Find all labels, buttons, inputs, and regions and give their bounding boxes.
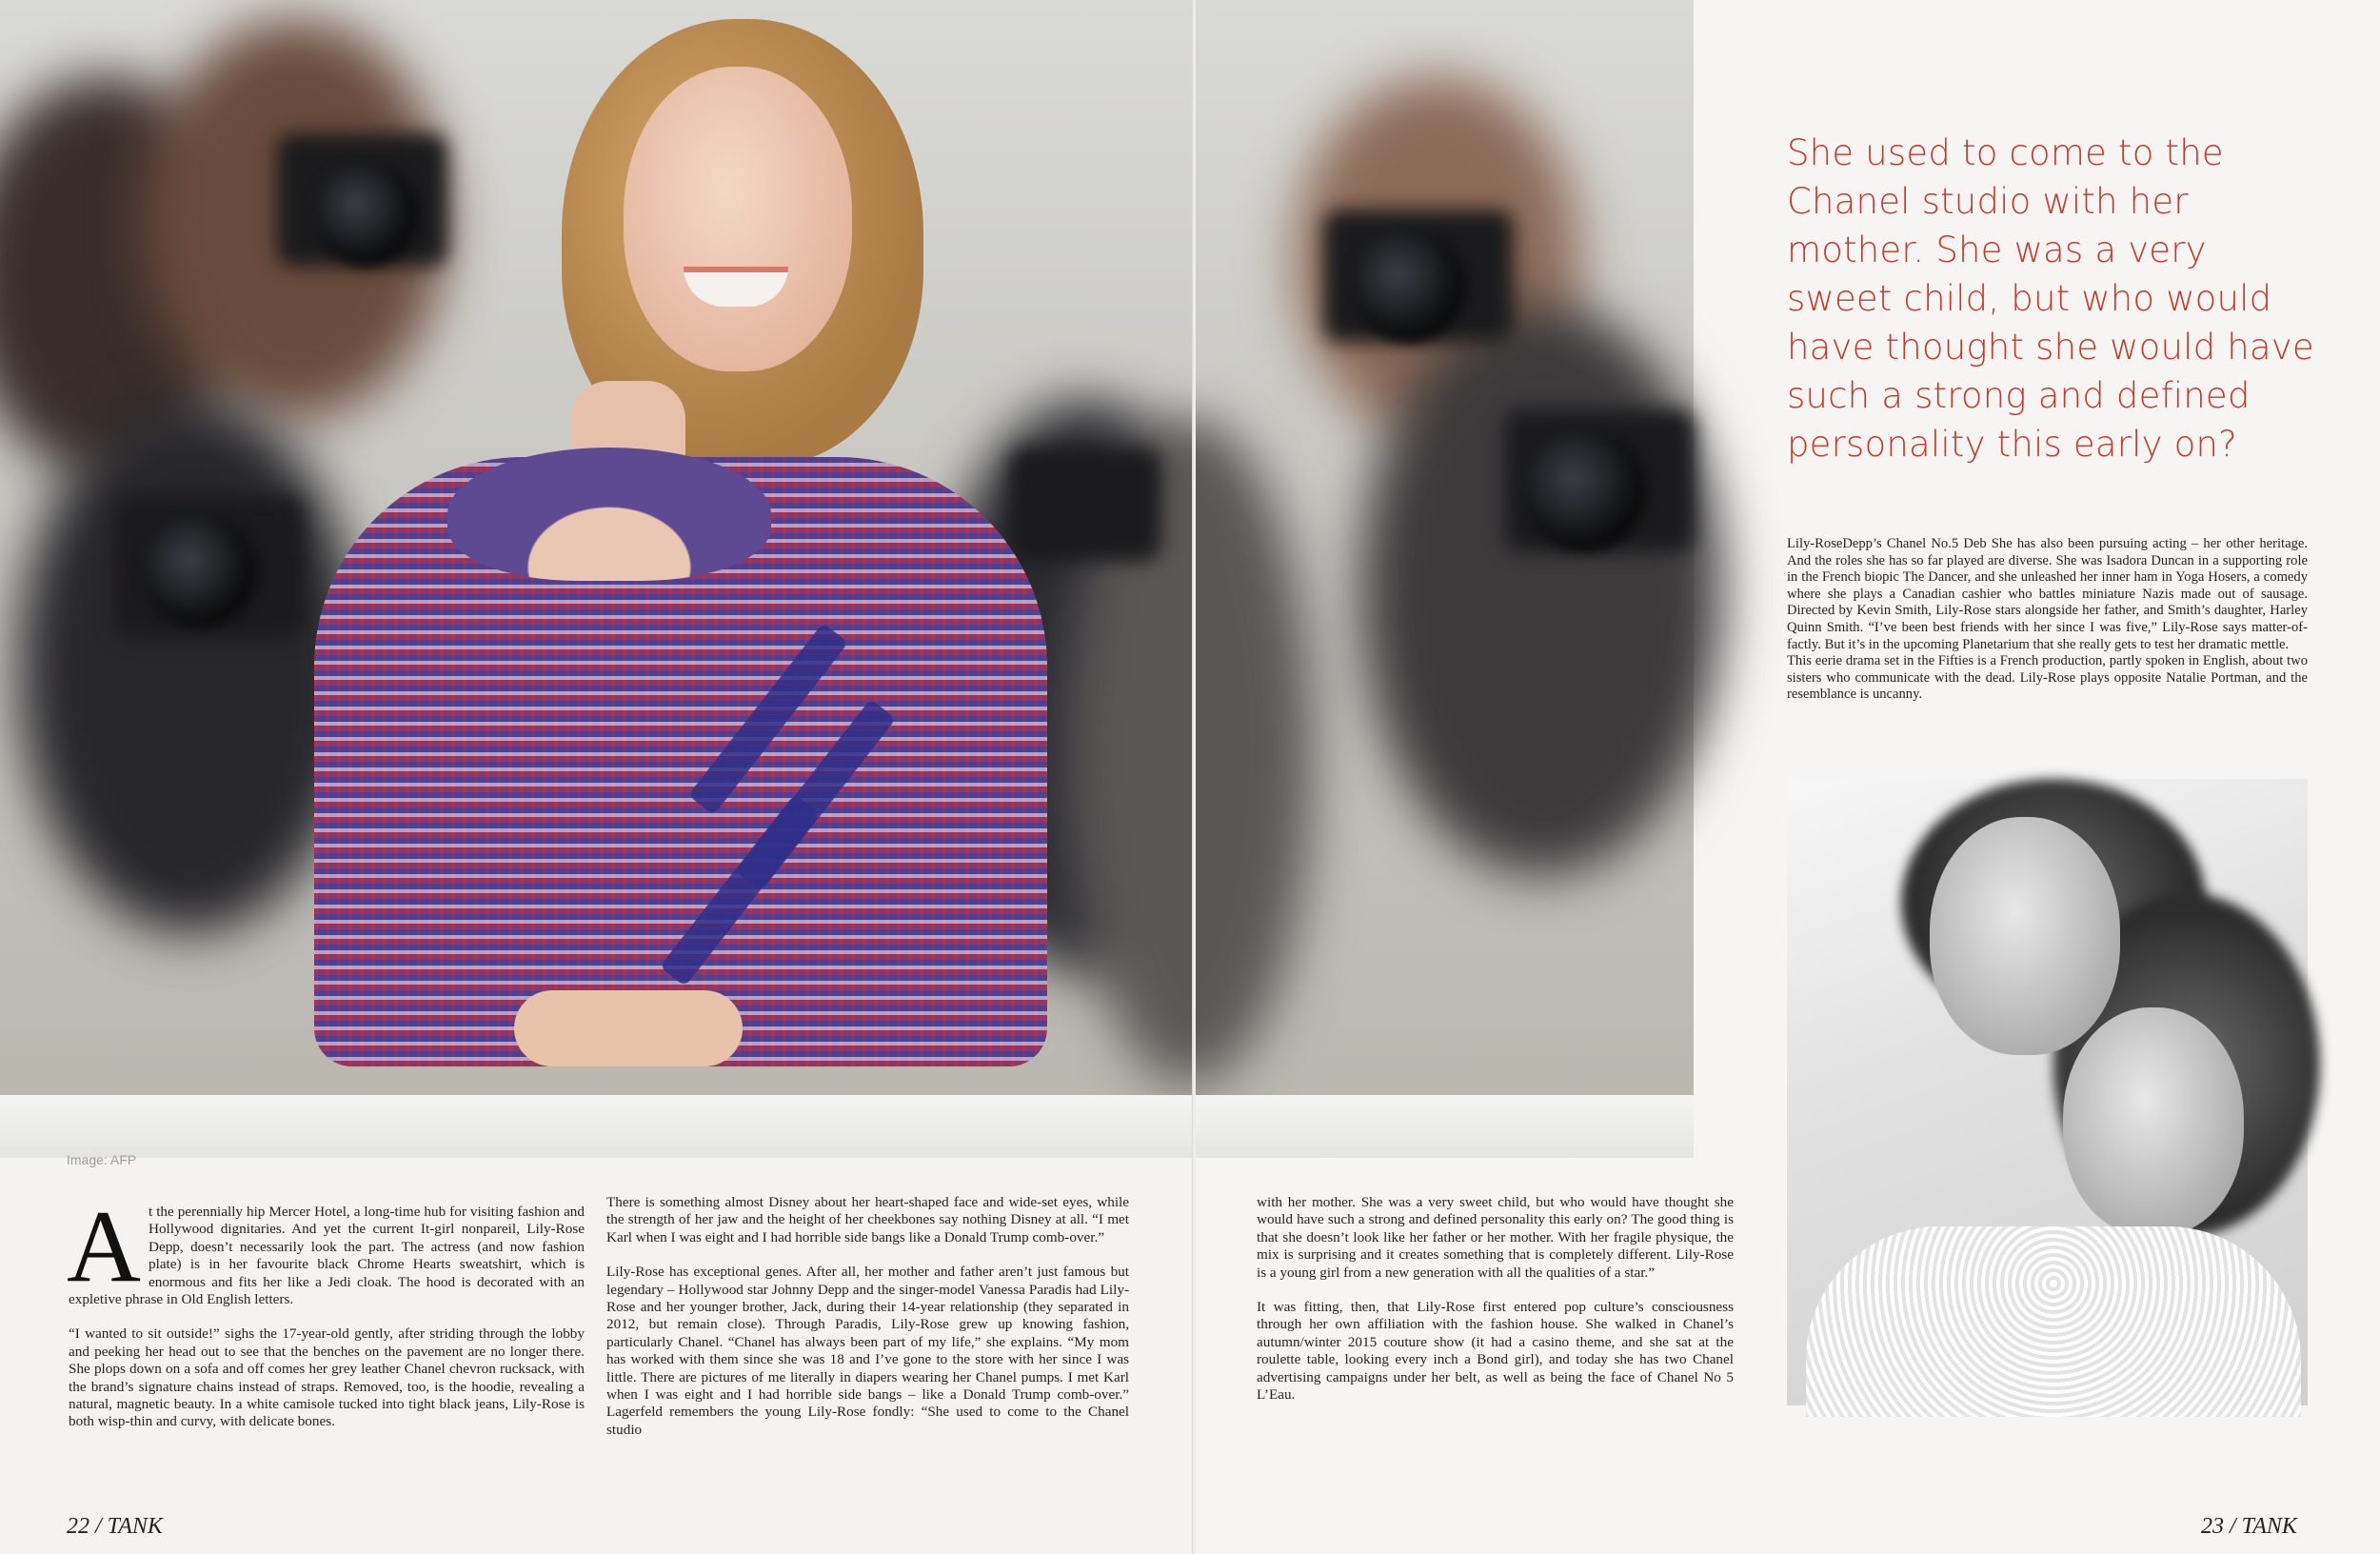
article-column-2 bbox=[606, 1194, 1129, 1456]
article-paragraph: This eerie drama set in the Fifties is a French production, partly spoken in English, about two sisters who communicate with the dead. Lily-Rose plays opposite Natalie Portman, and the resemblance is uncanny. bbox=[1787, 653, 2308, 703]
article-paragraph: Lily-RoseDepp’s Chanel No.5 Deb She has also been pursuing acting – her other heritage. And the roles she has so far played are diverse. She was Isadora Duncan in a supporting role in the French biopic The Dancer, and she unleashed her inner ham in Yoga Hosers, a comedy where she plays a Canadian cashier who battles miniature Nazis made out of sausage. Directed by Kevin Smith, Lily-Rose stars alongside her father, and Smith’s daughter, Harley Quinn Smith. “I’ve been best friends with her since I was five,” Lily-Rose says matter-of-factly. But it’s in the upcoming Planetarium that she really gets to test her dramatic mettle. bbox=[1787, 536, 2308, 652]
black-white-photo bbox=[1787, 779, 2308, 1405]
subject-hands bbox=[514, 990, 743, 1066]
subject-hood bbox=[447, 448, 771, 581]
subject-face bbox=[624, 67, 852, 371]
photo-face bbox=[1930, 817, 2120, 1055]
article-paragraph: with her mother. She was a very sweet child, but who would have thought she would have such a strong and defined personality this early on? The good thing is that she doesn’t look like her father or her mother. With her fragile physique, the mix is surprising and it creates something that is completely different. Lily-Rose is a young girl from a new generation with all the qualities of a star.” bbox=[1257, 1194, 1734, 1281]
pull-quote: She used to come to the Chanel studio with her mother. She was a very sweet child, but who would have thought she would have such a strong and defined personality this early on? bbox=[1787, 132, 2314, 465]
article-paragraph: At the perennially hip Mercer Hotel, a long-time hub for visiting fashion and Hollywood dignitaries. And yet the current It-girl nonpareil, Lily-Rose Depp, doesn’t necessarily look the part. The actress (and now fashion plate) is in her favourite black Chrome Hearts sweatshirt, which is enormous and fits her like a Jedi cloak. The hood is decorated with an expletive phrase in Old English letters. bbox=[67, 1190, 585, 1308]
camera-lens-icon bbox=[143, 514, 257, 628]
background-photographer bbox=[1361, 305, 1723, 876]
table-surface bbox=[0, 1095, 1694, 1158]
camera-icon bbox=[1009, 448, 1161, 562]
article-column-3 bbox=[1257, 1194, 1734, 1421]
article-column-1 bbox=[67, 1190, 585, 1448]
background-photographer bbox=[19, 400, 362, 933]
page-number-right: 23 / TANK bbox=[2201, 1514, 2297, 1539]
camera-lens-icon bbox=[1352, 229, 1466, 343]
article-paragraph: Lily-Rose has exceptional genes. After all, her mother and father aren’t just famous but legendary – Hollywood star Johnny Depp and the singer-model Vanessa Paradis had Lily-Rose and her younger brother, Jack, during their 14-year relationship (they separated in 2012, but remain close). Through Paradis, Lily-Rose grew up knowing fashion, particularly Chanel. “Chanel has always been part of my life,” she explains. “My mom has worked with them since she was 18 and I’ve gone to the store with her since I was little. There are pictures of me literally in diapers wearing her Chanel pumps. I met Karl when I was eight and I had horrible side bangs – like a Donald Trump comb-over.” Lagerfeld remembers the young Lily-Rose fondly: “She used to come to the Chanel studio bbox=[606, 1264, 1129, 1438]
camera-lens-icon bbox=[1523, 428, 1647, 552]
spine-gutter bbox=[1192, 0, 1196, 1554]
page-number-left: 22 / TANK bbox=[67, 1514, 163, 1539]
article-paragraph: “I wanted to sit outside!” sighs the 17-year-old gently, after striding through the lobby and peeking her head out to see that the benches on the pavement are no longer there. She plops down on a sofa and off comes her grey leather Chanel chevron rucksack, with the brand’s signature chains instead of straps. Removed, too, is the hoodie, revealing a natural, magnetic beauty. In a white camisole tucked into tight black jeans, Lily-Rose is both wisp-thin and curvy, with delicate bones. bbox=[69, 1325, 585, 1430]
article-paragraph: There is something almost Disney about her heart-shaped face and wide-set eyes, while the strength of her jaw and the height of her cheekbones say nothing Disney at all. “I met Karl when I was eight and I had horrible side bangs like a Donald Trump comb-over.” bbox=[606, 1194, 1129, 1245]
article-paragraph: It was fitting, then, that Lily-Rose first entered pop culture’s consciousness through her own affiliation with the fashion house. She walked in Chanel’s autumn/winter 2015 couture show (it had a casino theme, and she sat at the roulette table, looking every inch a Bond girl), and today she has two Chanel advertising campaigns under her belt, as well as being the face of Chanel No 5 L’Eau. bbox=[1257, 1299, 1734, 1404]
photo-lace-dress bbox=[1806, 1226, 2301, 1417]
photo-face bbox=[2063, 1007, 2244, 1236]
photo-credit: Image: AFP bbox=[67, 1152, 137, 1167]
drop-cap: A bbox=[67, 1190, 141, 1304]
article-column-4 bbox=[1787, 536, 2308, 721]
camera-lens-icon bbox=[314, 162, 419, 267]
